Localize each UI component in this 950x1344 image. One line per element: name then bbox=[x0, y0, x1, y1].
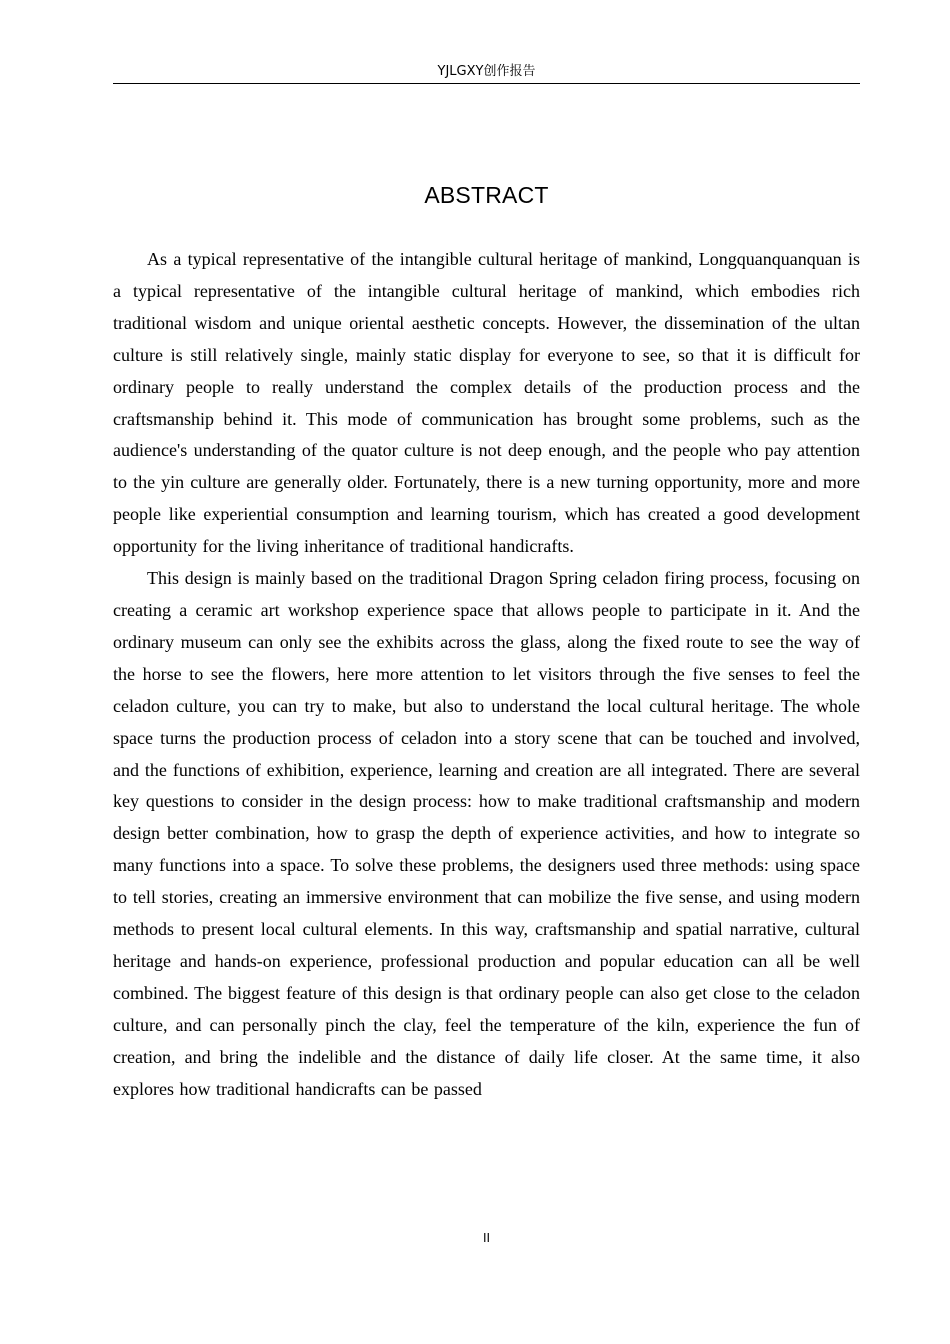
header-rule bbox=[113, 83, 860, 84]
running-header: YJLGXY创作报告 bbox=[437, 64, 536, 79]
page-number: II bbox=[482, 1231, 491, 1245]
abstract-title: ABSTRACT bbox=[424, 182, 549, 208]
abstract-body bbox=[113, 244, 860, 1105]
abstract-paragraph-2: This design is mainly based on the traditional Dragon Spring celadon firing process, focusing on creating a ceramic art workshop experience space that allows people to participate in it. And the ordinary museum can only see the exhibits across the glass, along the fixed route to see the way of the horse to see the flowers, here more attention to let visitors through the five senses to feel the celadon culture, you can try to make, but also to understand the local cultural heritage. The whole space turns the production process of celadon into a story scene that can be touched and involved, and the functions of exhibition, experience, learning and creation are all integrated. There are several key questions to consider in the design process: how to make traditional craftsmanship and modern design better combination, how to grasp the depth of experience activities, and how to integrate so many functions into a space. To solve these problems, the designers used three methods: using space to tell stories, creating an immersive environment that can mobilize the five sense, and using modern methods to present local cultural elements. In this way, craftsmanship and spatial narrative, cultural heritage and hands-on experience, professional production and popular education can all be well combined. The biggest feature of this design is that ordinary people can also get close to the celadon culture, and can personally pinch the clay, feel the temperature of the kiln, experience the fun of creation, and bring the indelible and the distance of daily life closer. At the same time, it also explores how traditional handicrafts can be passed bbox=[113, 568, 860, 1099]
abstract-paragraph-1: As a typical representative of the intangible cultural heritage of mankind, Longquanquanquan is a typical representative of the intangible cultural heritage of mankind, which embodies rich traditional wisdom and unique oriental aesthetic concepts. However, the dissemination of the ultan culture is still relatively single, mainly static display for everyone to see, so that it is difficult for ordinary people to really understand the complex details of the production process and the craftsmanship behind it. This mode of communication has brought some problems, such as the audience's understanding of the quator culture is not deep enough, and the people who pay attention to the yin culture are generally older. Fortunately, there is a new turning opportunity, more and more people like experiential consumption and learning tourism, which has created a good development opportunity for the living inheritance of traditional handicrafts. bbox=[113, 249, 860, 557]
